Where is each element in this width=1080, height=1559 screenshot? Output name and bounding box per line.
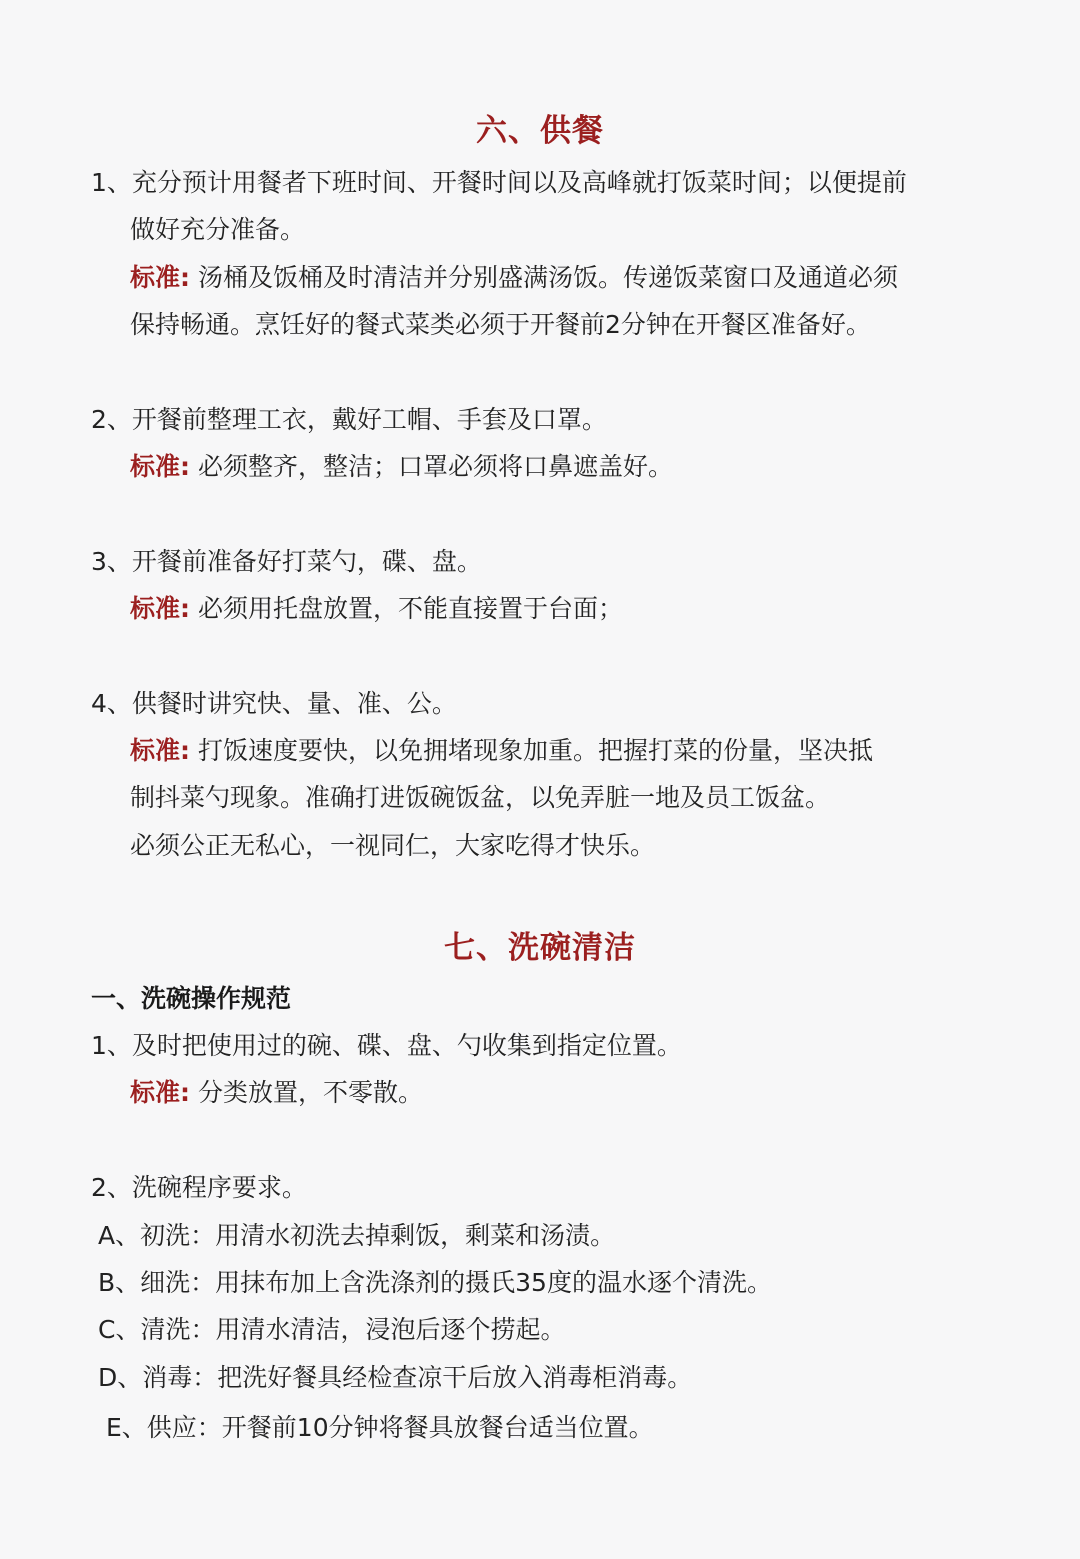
standard-text: 必须整齐，整洁；口罩必须将口鼻遮盖好。	[190, 452, 673, 481]
s7-sub-heading: 一、洗碗操作规范	[91, 984, 292, 1013]
standard-label: 标准:	[130, 263, 190, 292]
s6-item2-line1: 2、开餐前整理工衣，戴好工帽、手套及口罩。	[91, 405, 607, 434]
s6-item4-standard	[130, 734, 873, 768]
s6-item3-line1: 3、开餐前准备好打菜勺，碟、盘。	[91, 547, 482, 576]
s7-item1-standard	[130, 1076, 423, 1110]
step-c: C、清洗：用清水清洁，浸泡后逐个捞起。	[98, 1315, 566, 1344]
step-e: E、供应：开餐前10分钟将餐具放餐台适当位置。	[106, 1413, 654, 1442]
standard-text: 打饭速度要快，以免拥堵现象加重。把握打菜的份量，坚决抵	[190, 736, 873, 765]
s6-item1-standard	[130, 261, 898, 295]
s6-item4-line1: 4、供餐时讲究快、量、准、公。	[91, 689, 457, 718]
s6-item1-line1: 1、充分预计用餐者下班时间、开餐时间以及高峰就打饭菜时间；以便提前	[91, 168, 907, 197]
s6-item1-line2: 做好充分准备。	[130, 215, 306, 244]
standard-text: 汤桶及饭桶及时清洁并分别盛满汤饭。传递饭菜窗口及通道必须	[190, 263, 898, 292]
section-6-title: 六、供餐	[476, 113, 604, 149]
standard-text: 必须用托盘放置，不能直接置于台面；	[190, 594, 623, 623]
standard-label: 标准:	[130, 452, 190, 481]
step-b: B、细洗：用抹布加上含洗涤剂的摄氏35度的温水逐个清洗。	[98, 1268, 772, 1297]
s7-item1-line1: 1、及时把使用过的碗、碟、盘、勺收集到指定位置。	[91, 1031, 682, 1060]
standard-label: 标准:	[130, 1078, 190, 1107]
step-d: D、消毒：把洗好餐具经检查凉干后放入消毒柜消毒。	[98, 1363, 693, 1392]
standard-text: 分类放置，不零散。	[190, 1078, 423, 1107]
step-a: A、初洗：用清水初洗去掉剩饭，剩菜和汤渍。	[98, 1221, 616, 1250]
s6-item4-std-line2: 制抖菜勺现象。准确打进饭碗饭盆，以免弄脏一地及员工饭盆。	[130, 783, 831, 812]
standard-label: 标准:	[130, 594, 190, 623]
s6-item4-std-line3: 必须公正无私心，一视同仁，大家吃得才快乐。	[130, 831, 656, 860]
s6-item3-standard	[130, 592, 623, 626]
s6-item2-standard	[130, 450, 673, 484]
standard-label: 标准:	[130, 736, 190, 765]
s7-item2-line1: 2、洗碗程序要求。	[91, 1173, 307, 1202]
s6-item1-std-line2: 保持畅通。烹饪好的餐式菜类必须于开餐前2分钟在开餐区准备好。	[130, 310, 871, 339]
section-7-title: 七、洗碗清洁	[444, 930, 636, 966]
